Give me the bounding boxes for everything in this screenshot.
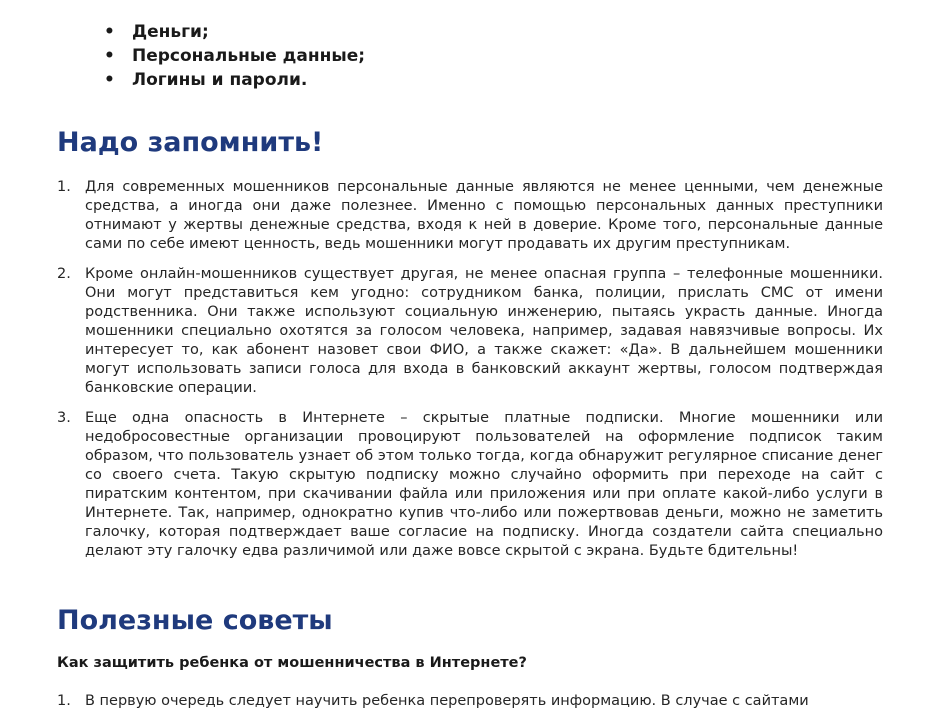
bullet-item <box>104 44 365 68</box>
section-heading-tips: Полезные советы <box>57 605 333 636</box>
list-item-text: Еще одна опасность в Интернете – скрытые платные подписки. Многие мошенники или недобросовестные организации провоцируют пользователей на оформление подписок таким образом, что пользователь узнает об этом только тогда, когда обнаружит регулярное списание денег со своего счета. Такую скрытую подписку можно случайно оформить при переходе на сайт с пиратским контентом, при скачивании файла или приложения или при оплате какой-либо услуги в Интернете. Так, например, однократно купив что-либо или пожертвовав деньги, можно не заметить галочку, которая подтверждает ваше согласие на подписку. Иногда создатели сайта специально делают эту галочку едва различимой или даже вовсе скрытой с экрана. Будьте бдительны! <box>85 410 883 559</box>
bullet-dot-icon: • <box>104 46 115 66</box>
bullet-dot-icon: • <box>104 22 115 42</box>
bullet-text: Логины и пароли. <box>132 70 308 90</box>
list-item-number: 1. <box>57 693 71 709</box>
list-item-number: 1. <box>57 179 71 195</box>
list-item-number: 2. <box>57 266 71 282</box>
list-item <box>57 265 883 398</box>
list-item-number: 3. <box>57 410 71 426</box>
bullet-item <box>104 20 365 44</box>
bullet-item <box>104 68 365 92</box>
tips-subheading: Как защитить ребенка от мошенничества в Интернете? <box>57 655 527 671</box>
list-item-text: Для современных мошенников персональные данные являются не менее ценными, чем денежные средства, а иногда они даже полезнее. Именно с помощью персональных данных преступники отнимают у жертвы денежные средства, входя к ней в доверие. Кроме того, персональные данные сами по себе имеют ценность, ведь мошенники могут продавать их другим преступникам. <box>85 179 883 252</box>
bullet-list <box>104 20 365 92</box>
tips-list <box>57 692 883 715</box>
remember-list <box>57 178 883 572</box>
bullet-text: Персональные данные; <box>132 46 366 66</box>
list-item <box>57 178 883 254</box>
list-item <box>57 409 883 561</box>
list-item-text: В первую очередь следует научить ребенка перепроверять информацию. В случае с сайтами <box>85 693 809 709</box>
section-heading-remember: Надо запомнить! <box>57 127 324 158</box>
list-item-text: Кроме онлайн-мошенников существует другая, не менее опасная группа – телефонные мошенники. Они могут представиться кем угодно: сотрудником банка, полиции, прислать СМС от имени родственника. Они также используют социальную инженерию, пытаясь украсть данные. Иногда мошенники специально охотятся за голосом человека, например, задавая навязчивые вопросы. Их интересует то, как абонент назовет свои ФИО, а также скажет: «Да». В дальнейшем мошенники могут использовать записи голоса для входа в банковский аккаунт жертвы, голосом подтверждая банковские операции. <box>85 266 883 396</box>
list-item <box>57 692 883 711</box>
bullet-text: Деньги; <box>132 22 209 42</box>
bullet-dot-icon: • <box>104 70 115 90</box>
